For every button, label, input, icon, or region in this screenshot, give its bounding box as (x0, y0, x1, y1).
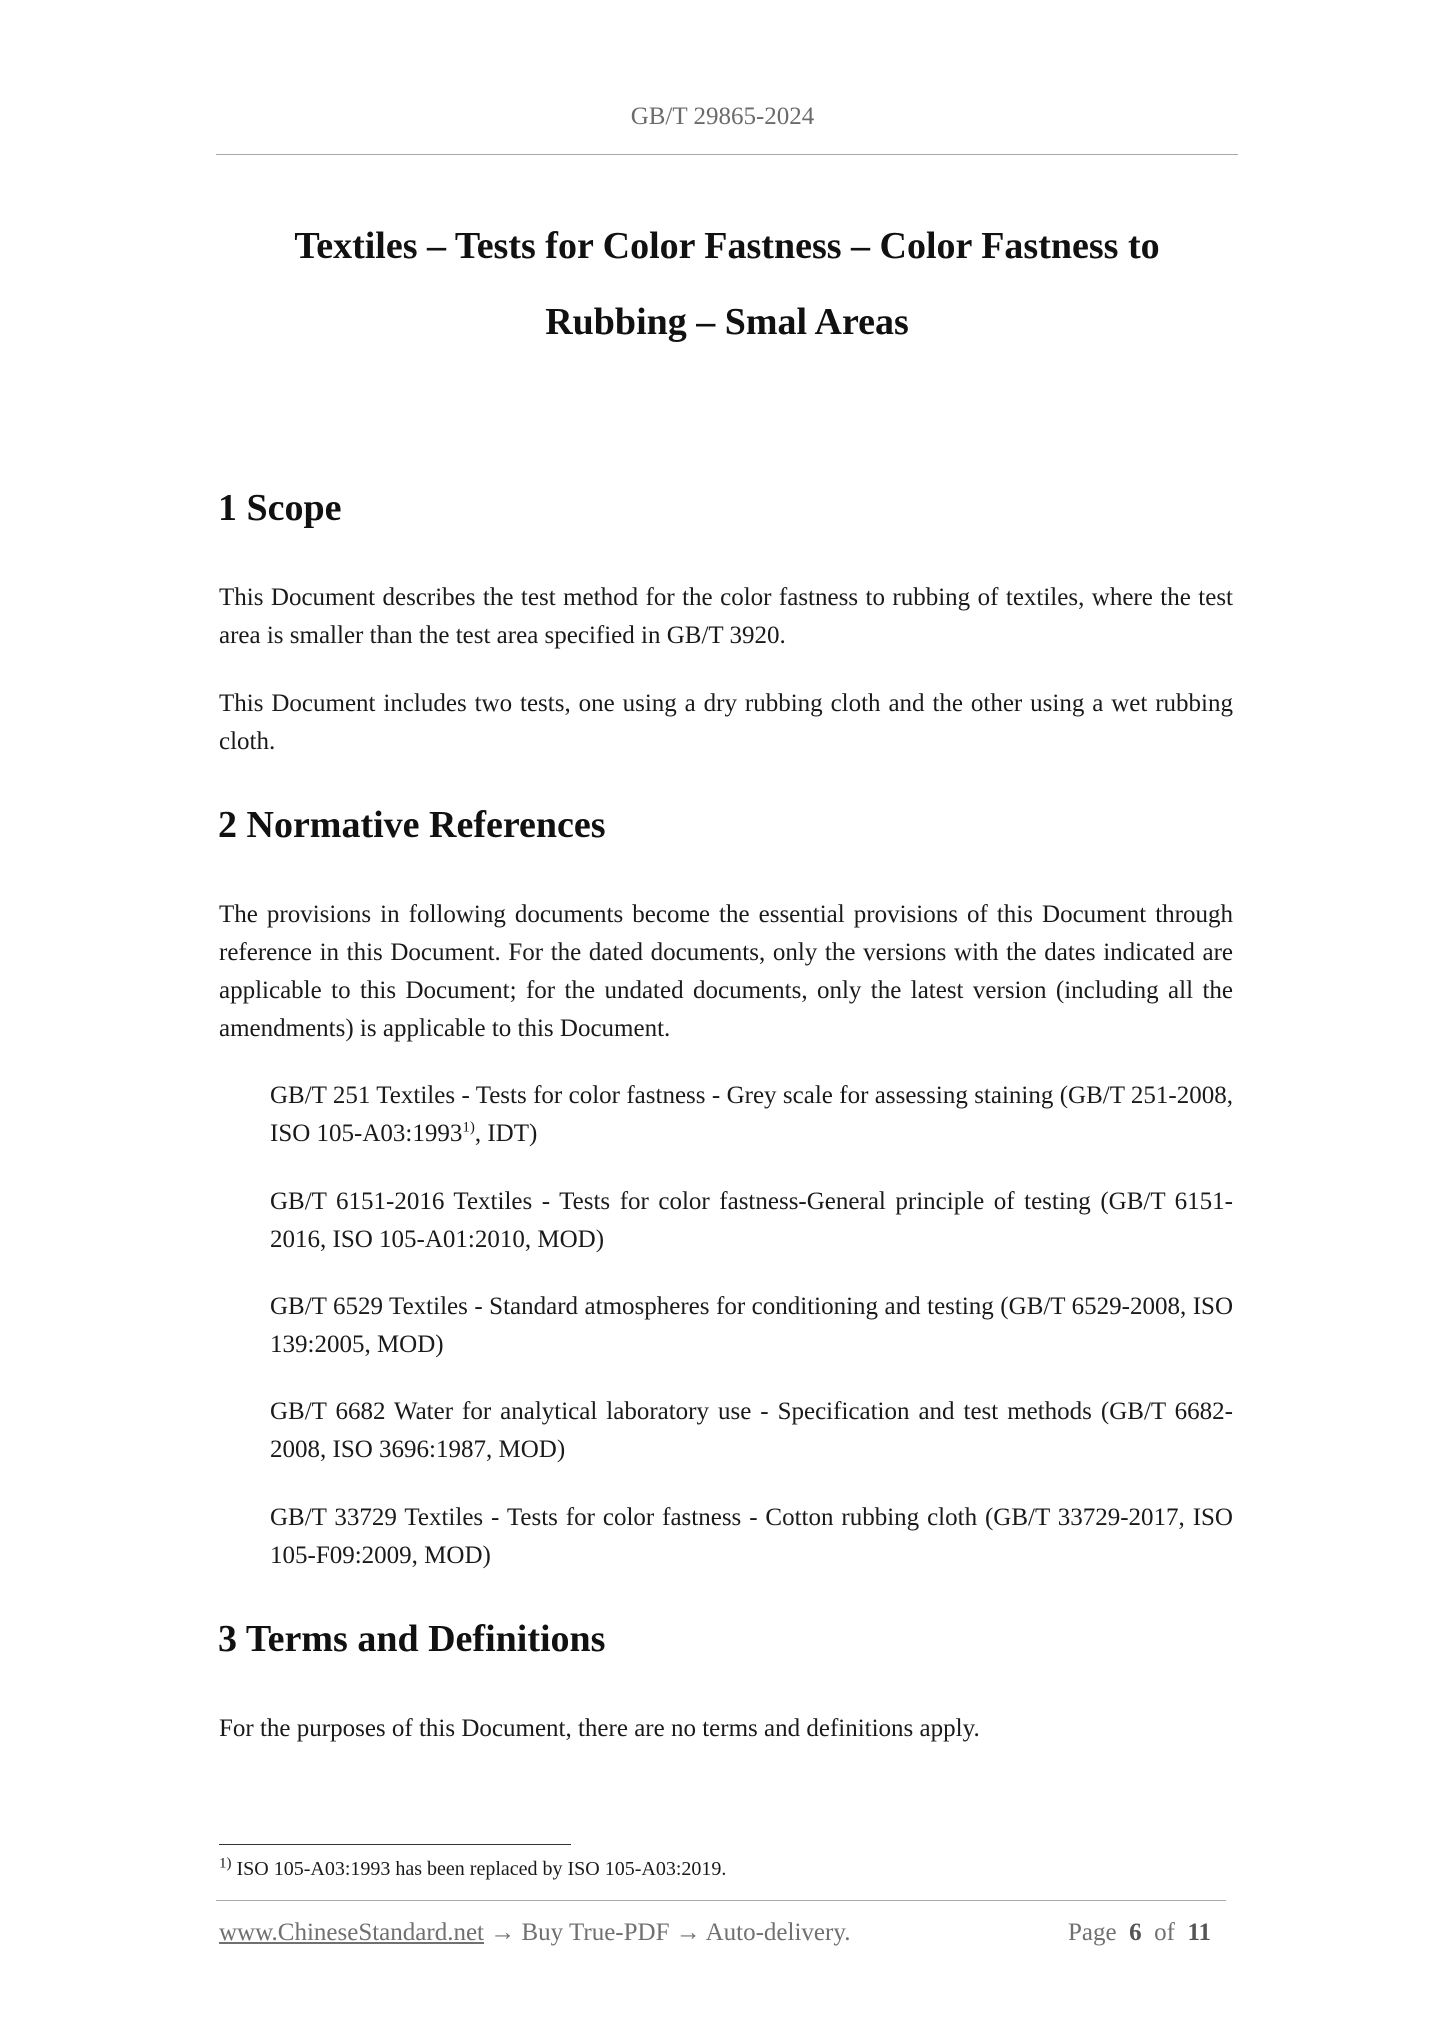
footnote-divider (219, 1844, 571, 1845)
title-line-1: Textiles – Tests for Color Fastness – Color Fastness to (294, 225, 1160, 267)
website-link[interactable]: www.ChineseStandard.net (219, 1919, 484, 1946)
arrow-right-icon: → (675, 1919, 701, 1946)
reference-text: GB/T 251 Textiles - Tests for color fastness - Grey scale for assessing staining (GB/T 251-2008, ISO 105-A03:1993 (270, 1082, 1233, 1147)
arrow-right-icon: → (490, 1919, 516, 1946)
section-normative-references-heading: 2 Normative References (218, 804, 606, 846)
footnote-mark: 1) (219, 1855, 232, 1872)
reference-item-gbt-251 (270, 1077, 1233, 1153)
total-page-number: 11 (1187, 1919, 1212, 1946)
normative-intro-paragraph: The provisions in following documents become the essential provisions of this Document through reference in this Document. For the dated documents, only the versions with the dates indicated are applicable to this Document; for the undated documents, only the latest version (including all the amendments) is applicable to this Document. (219, 901, 1233, 1042)
title-line-2: Rubbing – Smal Areas (545, 301, 909, 343)
footer-divider (216, 1900, 1226, 1901)
buy-true-pdf-text: Buy True-PDF (521, 1919, 670, 1946)
footer-promo (219, 1919, 850, 1947)
scope-paragraph-1: This Document describes the test method for the color fastness to rubbing of textiles, where the test area is smaller than the test area specified in GB/T 3920. (219, 584, 1233, 649)
page-label: Page (1068, 1919, 1117, 1946)
header-divider (216, 154, 1238, 155)
footnote-text: ISO 105-A03:1993 has been replaced by ISO 105-A03:2019. (231, 1858, 727, 1880)
section-terms-definitions-heading: 3 Terms and Definitions (218, 1618, 606, 1660)
reference-item-gbt-33729: GB/T 33729 Textiles - Tests for color fastness - Cotton rubbing cloth (GB/T 33729-2017, ISO 105-F09:2009, MOD) (270, 1504, 1233, 1569)
reference-item-gbt-6529: GB/T 6529 Textiles - Standard atmospheres for conditioning and testing (GB/T 6529-2008, ISO 139:2005, MOD) (270, 1293, 1233, 1358)
document-header: GB/T 29865-2024 (630, 103, 815, 130)
terms-paragraph: For the purposes of this Document, there are no terms and definitions apply. (219, 1715, 980, 1742)
reference-item-gbt-6151: GB/T 6151-2016 Textiles - Tests for color fastness-General principle of testing (GB/T 6151-2016, ISO 105-A01:2010, MOD) (270, 1188, 1233, 1253)
current-page-number: 6 (1129, 1919, 1142, 1946)
scope-paragraph-2: This Document includes two tests, one using a dry rubbing cloth and the other using a wet rubbing cloth. (219, 690, 1233, 755)
reference-text-suffix: , IDT) (474, 1120, 538, 1147)
reference-item-gbt-6682: GB/T 6682 Water for analytical laboratory use - Specification and test methods (GB/T 6682-2008, ISO 3696:1987, MOD) (270, 1398, 1233, 1463)
document-title (216, 208, 1238, 360)
auto-delivery-text: Auto-delivery. (705, 1919, 851, 1946)
page-indicator (1068, 1919, 1211, 1947)
of-label: of (1154, 1919, 1175, 1946)
footnote-marker: 1) (462, 1119, 475, 1136)
section-scope-heading: 1 Scope (218, 487, 342, 529)
footnote (219, 1856, 726, 1882)
